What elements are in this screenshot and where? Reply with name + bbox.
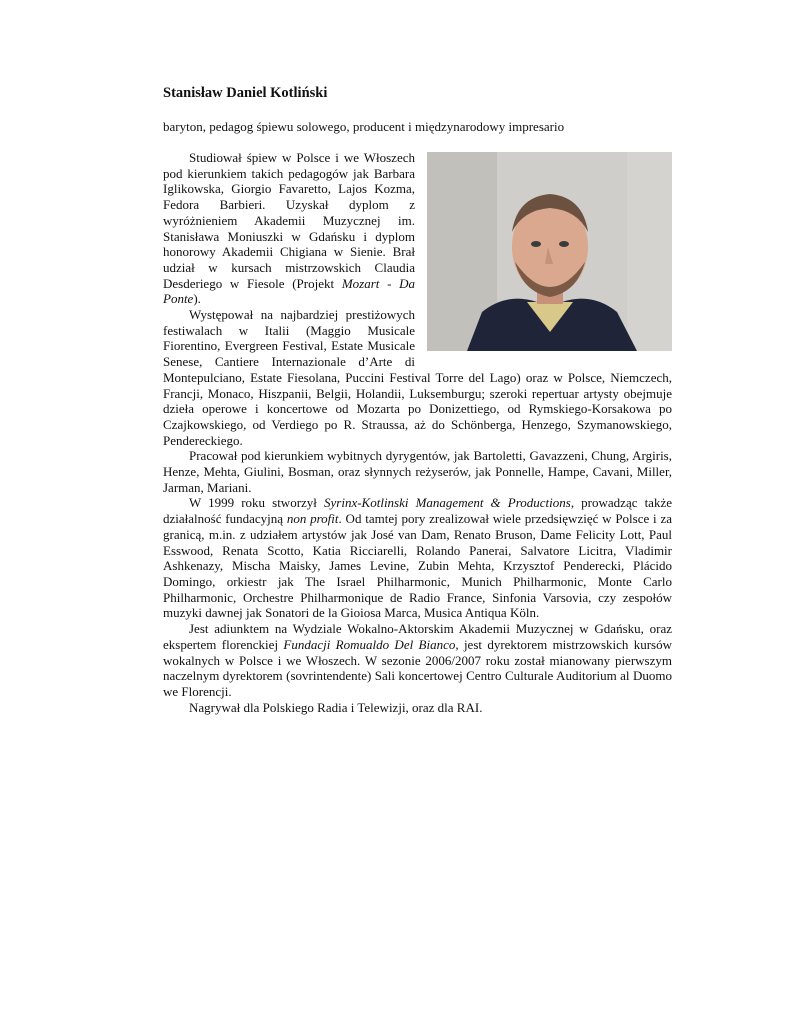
biography-body <box>163 150 672 715</box>
paragraph-3: Pracował pod kierunkiem wybitnych dyrygentów, jak Bartoletti, Gavazzeni, Chung, Argiris, Henze, Mehta, Giulini, Bosman, oraz słynnych reżyserów, jak Ponnelle, Hampe, Cavani, Miller, Jarman, Mariani. <box>163 448 672 495</box>
document-content <box>163 83 672 715</box>
paragraph-6: Nagrywał dla Polskiego Radia i Telewizji, oraz dla RAI. <box>189 699 483 715</box>
page-title: Stanisław Daniel Kotliński <box>163 85 328 101</box>
portrait-photo <box>427 152 672 351</box>
paragraph-1: Studiował śpiew w Polsce i we Włoszech pod kierunkiem takich pedagogów jak Barbara Iglikowska, Giorgio Favaretto, Lajos Kozma, Fedora Barbieri. Uzyskał dyplom z wyróżnieniem Akademii Muzycznej im. Stanisława Moniuszki w Gdańsku i dyplom honorowy Akademii Chigiana w Sienie. Brał udział w kursach mistrzowskich Claudia Desderiego w Fiesole (Projekt Mozart - Da Ponte). <box>163 150 416 307</box>
paragraph-4: W 1999 roku stworzył Syrinx-Kotlinski Management & Productions, prowadząc także działalność fundacyjną non profit. Od tamtej pory zrealizował wiele przedsięwzięć w Polsce i za granicą, m.in. z udziałem artystów jak José van Dam, Renato Bruson, Dame Felicity Lott, Paul Esswood, Renata Scotto, Katia Ricciarelli, Rolando Panerai, Salvatore Licitra, Vladimir Ashkenazy, Mischa Maisky, James Levine, Zubin Mehta, Krzysztof Penderecki, Plácido Domingo, orkiestr jak The Israel Philharmonic, Munich Philharmonic, Monte Carlo Philharmonic, Orchestre Philharmonique de Radio France, Sinfonia Varsovia, czy zespołów muzyki dawnej jak Sonatori de la Gioiosa Marca, Musica Antiqua Köln. <box>163 495 672 621</box>
paragraph-2: Występował na najbardziej prestiżowych festiwalach w Italii (Maggio Musicale Fiorentino, Evergreen Festival, Estate Musicale Senese, Cantiere Internazionale d’Arte di Montepulciano, Estate Fiesolana, Puccini Festival Torre del Lago) oraz w Polsce, Niemczech, Francji, Monaco, Hiszpanii, Belgii, Holandii, Luksemburgu; szeroki repertuar artysty obejmuje dzieła operowe i koncertowe od Mozarta po Donizettiego, od Rymskiego-Korsakowa po Czajkowskiego, od Verdiego po R. Straussa, aż do Schönberga, Henzego, Szymanowskiego, Pendereckiego. <box>163 307 672 448</box>
portrait-illustration <box>427 152 672 351</box>
page-subtitle: baryton, pedagog śpiewu solowego, producent i międzynarodowy impresario <box>163 119 565 134</box>
paragraph-5: Jest adiunktem na Wydziale Wokalno-Aktorskim Akademii Muzycznej w Gdańsku, oraz ekspertem florenckiej Fundacji Romualdo Del Bianco, jest dyrektorem mistrzowskich kursów wokalnych w Polsce i we Włoszech. W sezonie 2006/2007 roku został mianowany pierwszym naczelnym dyrektorem (sovrintendente) Sali koncertowej Centro Culturale Auditorium al Duomo we Florencji. <box>163 621 673 699</box>
